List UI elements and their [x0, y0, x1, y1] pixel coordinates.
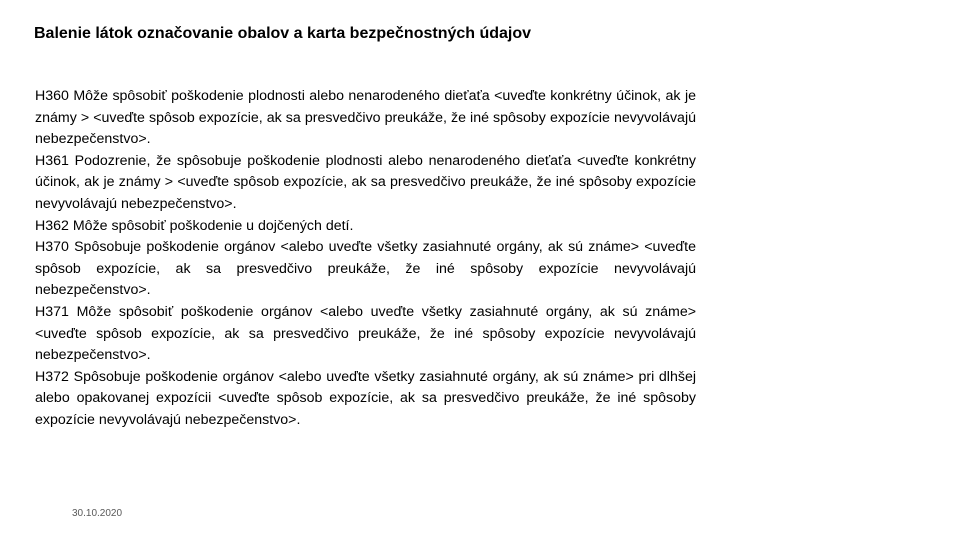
hazard-statement-h370: H370 Spôsobuje poškodenie orgánov <alebo uveďte všetky zasiahnuté orgány, ak sú známe> <uveďte spôsob expozície, ak sa presvedčivo preukáže, že iné spôsoby expozície nevyvolávajú nebezpečenstvo>. — [35, 239, 696, 299]
footer-date: 30.10.2020 — [72, 508, 123, 519]
hazard-statement-h362: H362 Môže spôsobiť poškodenie u dojčených detí. — [35, 217, 354, 234]
hazard-statement-h361: H361 Podozrenie, že spôsobuje poškodenie plodnosti alebo nenarodeného dieťaťa <uveďte konkrétny účinok, ak je známy > <uveďte spôsob expozície, ak sa presvedčivo preukáže, že iné spôsoby expozície nevyvolávajú nebezpečenstvo>. — [35, 152, 696, 212]
hazard-statement-h372: H372 Spôsobuje poškodenie orgánov <alebo uveďte všetky zasiahnuté orgány, ak sú známe> pri dlhšej alebo opakovanej expozícii <uveďte spôsob expozície, ak sa presvedčivo preukáže, že iné spôsoby expozície nevyvolávajú nebezpečenstvo>. — [35, 368, 696, 428]
slide-title: Balenie látok označovanie obalov a karta bezpečnostných údajov — [34, 25, 532, 42]
hazard-statements — [35, 86, 696, 432]
hazard-statement-h371: H371 Môže spôsobiť poškodenie orgánov <alebo uveďte všetky zasiahnuté orgány, ak sú známe> <uveďte spôsob expozície, ak sa presvedčivo preukáže, že iné spôsoby expozície nevyvolávajú nebezpečenstvo>. — [35, 303, 696, 364]
hazard-statement-h360: H360 Môže spôsobiť poškodenie plodnosti alebo nenarodeného dieťaťa <uveďte konkrétny účinok, ak je známy > <uveďte spôsob expozície, ak sa presvedčivo preukáže, že iné spôsoby expozície nevyvolávajú nebezpečenstvo>. — [35, 88, 696, 148]
